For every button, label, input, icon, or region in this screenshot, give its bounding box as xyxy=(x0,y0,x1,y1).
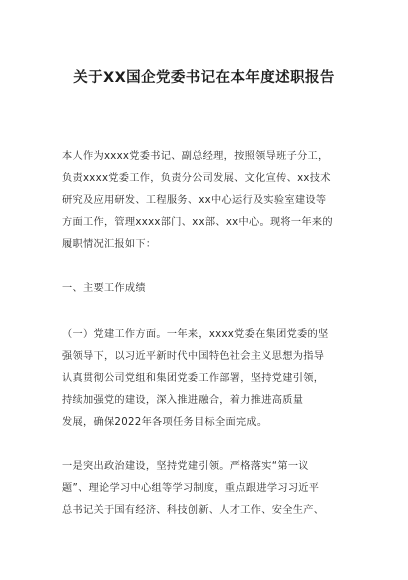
party-building-line-2: 强领导下，以习近平新时代中国特色社会主义思想为指导 xyxy=(62,351,325,362)
party-building-line-4: 持续加强党的建设，深入推进融合，着力推进高质量 xyxy=(62,395,304,406)
intro-line-3: 研究及应用研发、工程服务、xx中心运行及实验室建设等 xyxy=(62,195,327,206)
political-line-2: 题”、理论学习中心组等学习制度，重点跟进学习习近平 xyxy=(62,483,320,494)
party-building-line-3: 认真贯彻公司党组和集团党委工作部署，坚持党建引领， xyxy=(62,373,325,384)
intro-line-2: 负责xxxx党委工作，负责分公司发展、文化宣传、xx技术 xyxy=(62,173,331,184)
section-heading: 一、主要工作成绩 xyxy=(62,283,146,294)
party-building-line-1: （一）党建工作方面。一年来，xxxx党委在集团党委的坚 xyxy=(62,329,329,340)
political-line-1: 一是突出政治建设，坚持党建引领。严格落实“第一议 xyxy=(62,461,309,472)
political-line-3: 总书记关于国有经济、科技创新、人才工作、安全生产、 xyxy=(62,505,325,516)
party-building-line-5: 发展，确保2022年各项任务目标全面完成。 xyxy=(62,417,268,428)
intro-line-5: 履职情况汇报如下： xyxy=(62,239,157,250)
intro-line-1: 本人作为xxxx党委书记、副总经理，按照领导班子分工， xyxy=(62,151,329,162)
intro-line-4: 方面工作，管理xxxx部门、xx部、xx中心。现将一年来的 xyxy=(62,217,333,228)
document-title: 关于XX国企党委书记在本年度述职报告 xyxy=(73,70,335,86)
